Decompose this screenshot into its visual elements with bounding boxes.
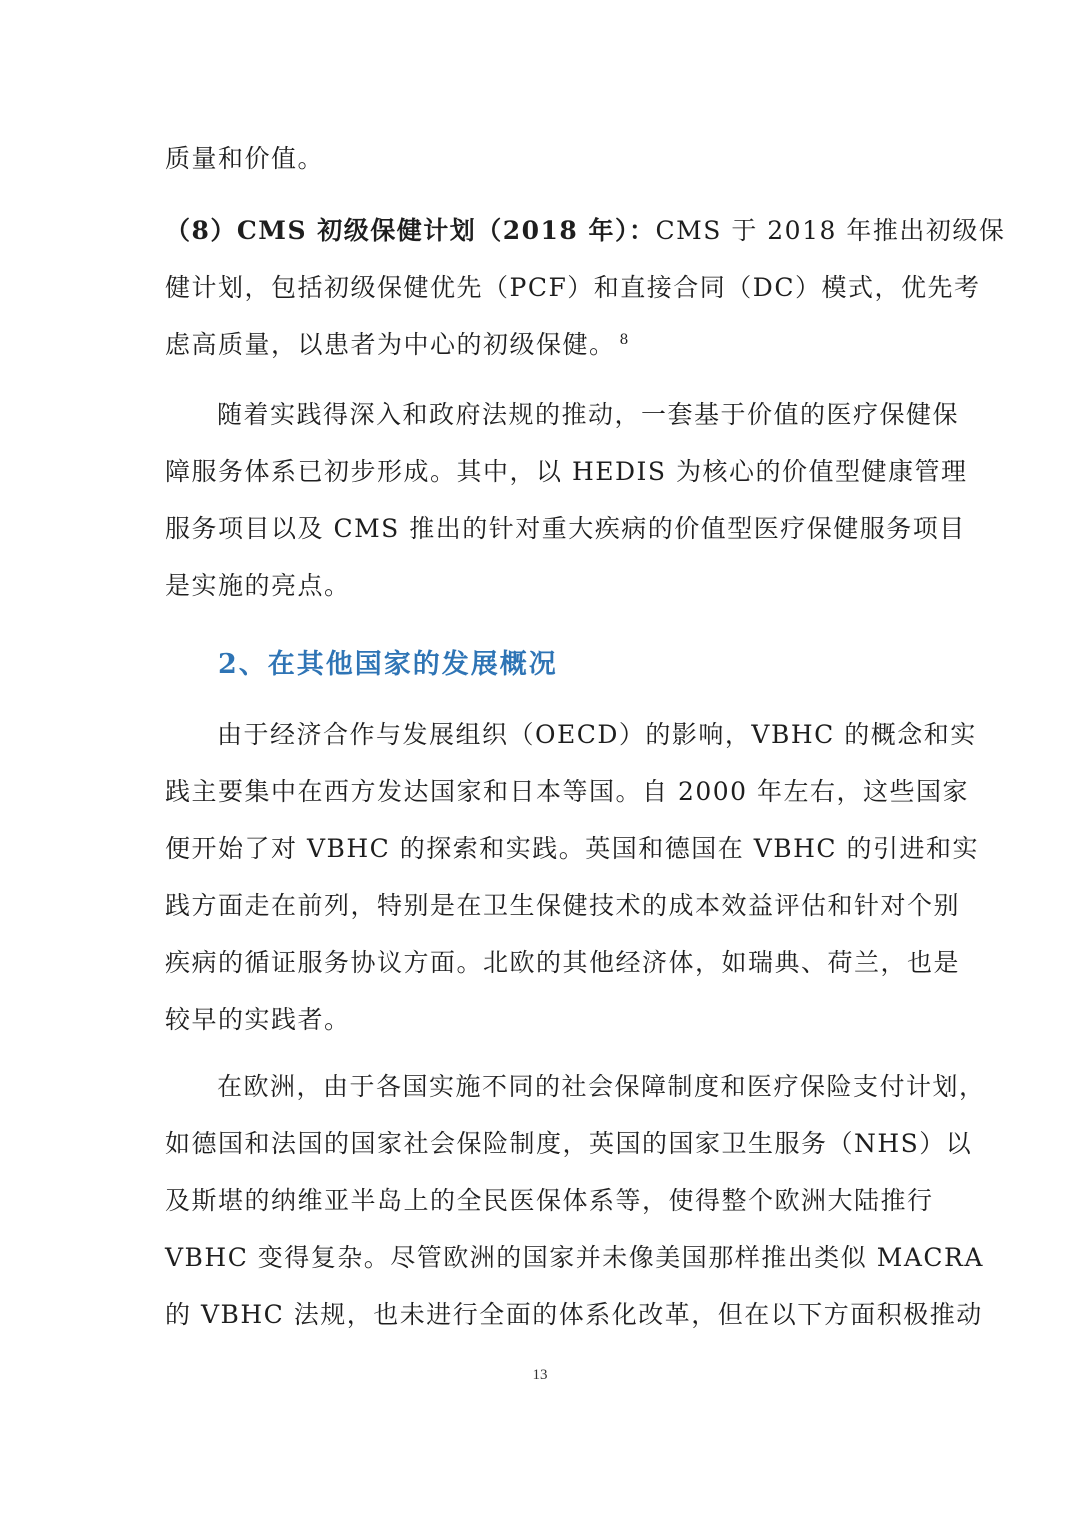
text-line: 疾病的循证服务协议方面。北欧的其他经济体，如瑞典、荷兰，也是	[165, 948, 961, 977]
section-heading: 2、在其他国家的发展概况	[218, 649, 558, 680]
text-line: 如德国和法国的国家社会保险制度，英国的国家卫生服务（NHS）以	[165, 1129, 973, 1158]
text-line-content: 虑高质量，以患者为中心的初级保健。	[165, 330, 616, 359]
text-line: 服务项目以及 CMS 推出的针对重大疾病的价值型医疗保健服务项目	[165, 514, 966, 543]
text-line: 的 VBHC 法规，也未进行全面的体系化改革，但在以下方面积极推动	[165, 1300, 983, 1329]
text-line: 践主要集中在西方发达国家和日本等国。自 2000 年左右，这些国家	[165, 777, 970, 806]
paragraph-continuation	[165, 130, 925, 187]
footnote-marker: 8	[619, 331, 630, 348]
text-line: 践方面走在前列，特别是在卫生保健技术的成本效益评估和针对个别	[165, 891, 961, 920]
text-line: 障服务体系已初步形成。其中，以 HEDIS 为核心的价值型健康管理	[165, 457, 968, 486]
text-line: 及斯堪的纳维亚半岛上的全民医保体系等，使得整个欧洲大陆推行	[165, 1186, 934, 1215]
text-line: 健计划，包括初级保健优先（PCF）和直接合同（DC）模式，优先考	[165, 273, 981, 302]
text-line: 由于经济合作与发展组织（OECD）的影响，VBHC 的概念和实	[217, 720, 977, 749]
item-heading: （8）CMS 初级保健计划（2018 年）：	[165, 216, 656, 245]
text-line	[165, 316, 925, 373]
text-line: 质量和价值。	[165, 144, 325, 173]
paragraph-europe	[165, 1058, 986, 1343]
item-heading-rest: CMS 于 2018 年推出初级保	[655, 216, 1006, 245]
paragraph-value-system	[165, 386, 968, 614]
page-number: 13	[532, 1367, 548, 1383]
text-line: 便开始了对 VBHC 的探索和实践。英国和德国在 VBHC 的引进和实	[165, 834, 980, 863]
text-line: 随着实践得深入和政府法规的推动，一套基于价值的医疗保健保	[217, 400, 960, 429]
text-line	[165, 202, 1006, 259]
paragraph-oecd	[165, 706, 980, 1048]
text-line: VBHC 变得复杂。尽管欧洲的国家并未像美国那样推出类似 MACRA	[165, 1243, 984, 1272]
text-line: 是实施的亮点。	[165, 571, 351, 600]
text-line: 在欧洲，由于各国实施不同的社会保障制度和医疗保险支付计划，	[217, 1072, 986, 1101]
paragraph-cms-primary-care	[165, 202, 1006, 373]
text-line: 较早的实践者。	[165, 1005, 351, 1034]
